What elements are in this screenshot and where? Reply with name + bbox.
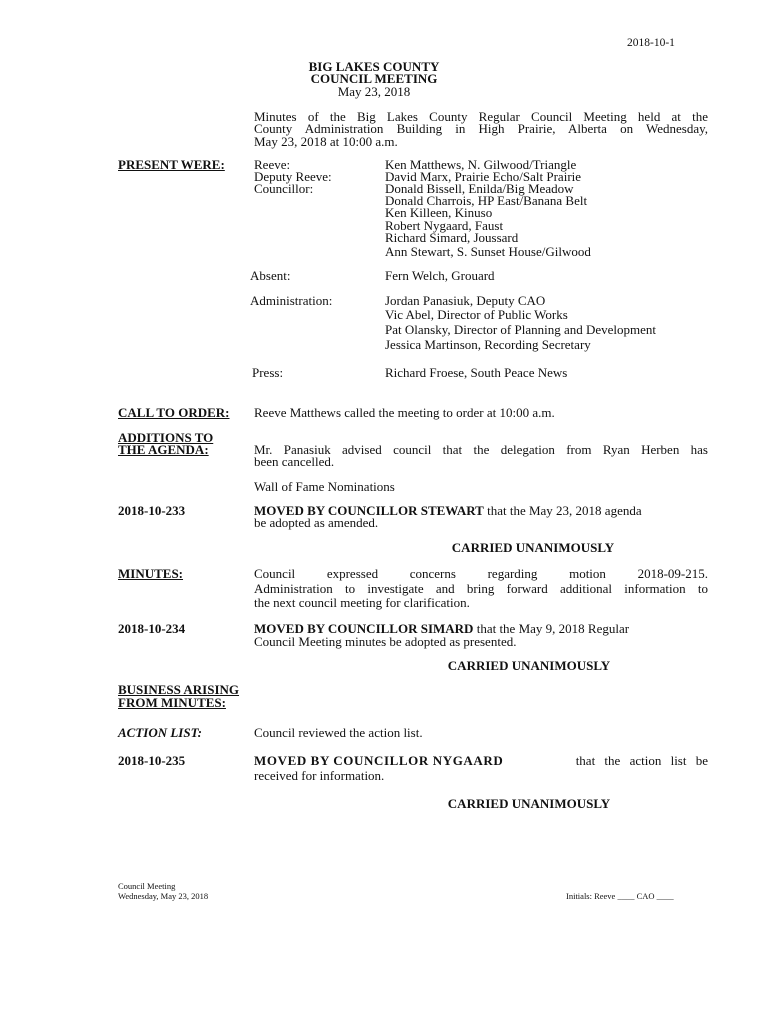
motion-text: that the action list be <box>575 753 708 768</box>
attendee-name: Ken Killeen, Kinuso <box>385 205 493 220</box>
additions-line-2: been cancelled. <box>254 454 335 469</box>
footer-initials: Initials: Reeve ____ CAO ____ <box>566 891 674 901</box>
intro-line-3: May 23, 2018 at 10:00 a.m. <box>254 134 398 149</box>
action-list-text: Council reviewed the action list. <box>254 725 423 740</box>
call-to-order-text: Reeve Matthews called the meeting to order at 10:00 a.m. <box>254 405 555 420</box>
motion-text: that the May 23, 2018 agenda <box>483 503 642 518</box>
press-name: Richard Froese, South Peace News <box>385 365 568 380</box>
call-to-order-heading: CALL TO ORDER: <box>118 405 230 420</box>
absent-name: Fern Welch, Grouard <box>385 268 495 283</box>
footer-meeting: Council Meeting <box>118 881 176 891</box>
motion-mover: MOVED BY COUNCILLOR SIMARD <box>254 621 474 636</box>
attendee-name: Ann Stewart, S. Sunset House/Gilwood <box>385 244 591 259</box>
intro-line-2: County Administration Building in High Prairie, Alberta on Wednesday, <box>254 121 708 136</box>
business-heading-line-2: FROM MINUTES: <box>118 695 226 710</box>
administration-label: Administration: <box>250 293 333 308</box>
role-reeve: Reeve: <box>254 157 291 172</box>
additions-item: Wall of Fame Nominations <box>254 479 395 494</box>
business-heading-line-1: BUSINESS ARISING <box>118 682 240 697</box>
motion-result: CARRIED UNANIMOUSLY <box>447 796 611 811</box>
role-deputy-reeve: Deputy Reeve: <box>254 169 332 184</box>
administration-name: Pat Olansky, Director of Planning and Development <box>385 322 657 337</box>
additions-heading-line-1: ADDITIONS TO <box>118 430 214 445</box>
present-heading: PRESENT WERE: <box>118 157 225 172</box>
motion-result: CARRIED UNANIMOUSLY <box>451 540 615 555</box>
motion-number: 2018-10-235 <box>118 753 186 768</box>
motion-text-line-2: Council Meeting minutes be adopted as presented. <box>254 634 517 649</box>
press-label: Press: <box>252 365 284 380</box>
attendee-name: Richard Simard, Joussard <box>385 230 519 245</box>
motion-text-line-1 <box>254 755 708 768</box>
motion-text-line-2: received for information. <box>254 768 385 783</box>
document-number: 2018-10-1 <box>627 37 675 49</box>
minutes-line-3: the next council meeting for clarification. <box>254 595 470 610</box>
motion-mover: MOVED BY COUNCILLOR STEWART <box>254 503 484 518</box>
title-county: BIG LAKES COUNTY <box>308 59 440 74</box>
intro-line-1: Minutes of the Big Lakes County Regular Council Meeting held at the <box>254 109 708 124</box>
title-date: May 23, 2018 <box>337 84 411 99</box>
motion-text: that the May 9, 2018 Regular <box>473 621 630 636</box>
action-list-heading: ACTION LIST: <box>118 725 202 740</box>
minutes-heading: MINUTES: <box>118 566 184 581</box>
administration-name: Jordan Panasiuk, Deputy CAO <box>385 293 546 308</box>
role-councillor: Councillor: <box>254 181 314 196</box>
attendee-name: Donald Bissell, Enilda/Big Meadow <box>385 181 574 196</box>
administration-name: Jessica Martinson, Recording Secretary <box>385 337 591 352</box>
absent-label: Absent: <box>250 268 291 283</box>
administration-name: Vic Abel, Director of Public Works <box>385 307 568 322</box>
minutes-line-2: Administration to investigate and bring forward additional information to <box>254 581 708 596</box>
title-meeting: COUNCIL MEETING <box>310 71 438 86</box>
motion-number: 2018-10-234 <box>118 621 186 636</box>
attendee-name: David Marx, Prairie Echo/Salt Prairie <box>385 169 582 184</box>
motion-text-line-2: be adopted as amended. <box>254 515 379 530</box>
motion-number: 2018-10-233 <box>118 503 186 518</box>
motion-result: CARRIED UNANIMOUSLY <box>447 658 611 673</box>
footer-date: Wednesday, May 23, 2018 <box>118 891 209 901</box>
attendee-name: Ken Matthews, N. Gilwood/Triangle <box>385 157 577 172</box>
attendee-name: Robert Nygaard, Faust <box>385 218 504 233</box>
minutes-line-1: Council expressed concerns regarding motion 2018-09-215. <box>254 566 708 581</box>
additions-heading-line-2: THE AGENDA: <box>118 442 209 457</box>
additions-line-1: Mr. Panasiuk advised council that the delegation from Ryan Herben has <box>254 442 708 457</box>
attendee-name: Donald Charrois, HP East/Banana Belt <box>385 193 588 208</box>
motion-mover: MOVED BY COUNCILLOR NYGAARD <box>254 753 504 768</box>
